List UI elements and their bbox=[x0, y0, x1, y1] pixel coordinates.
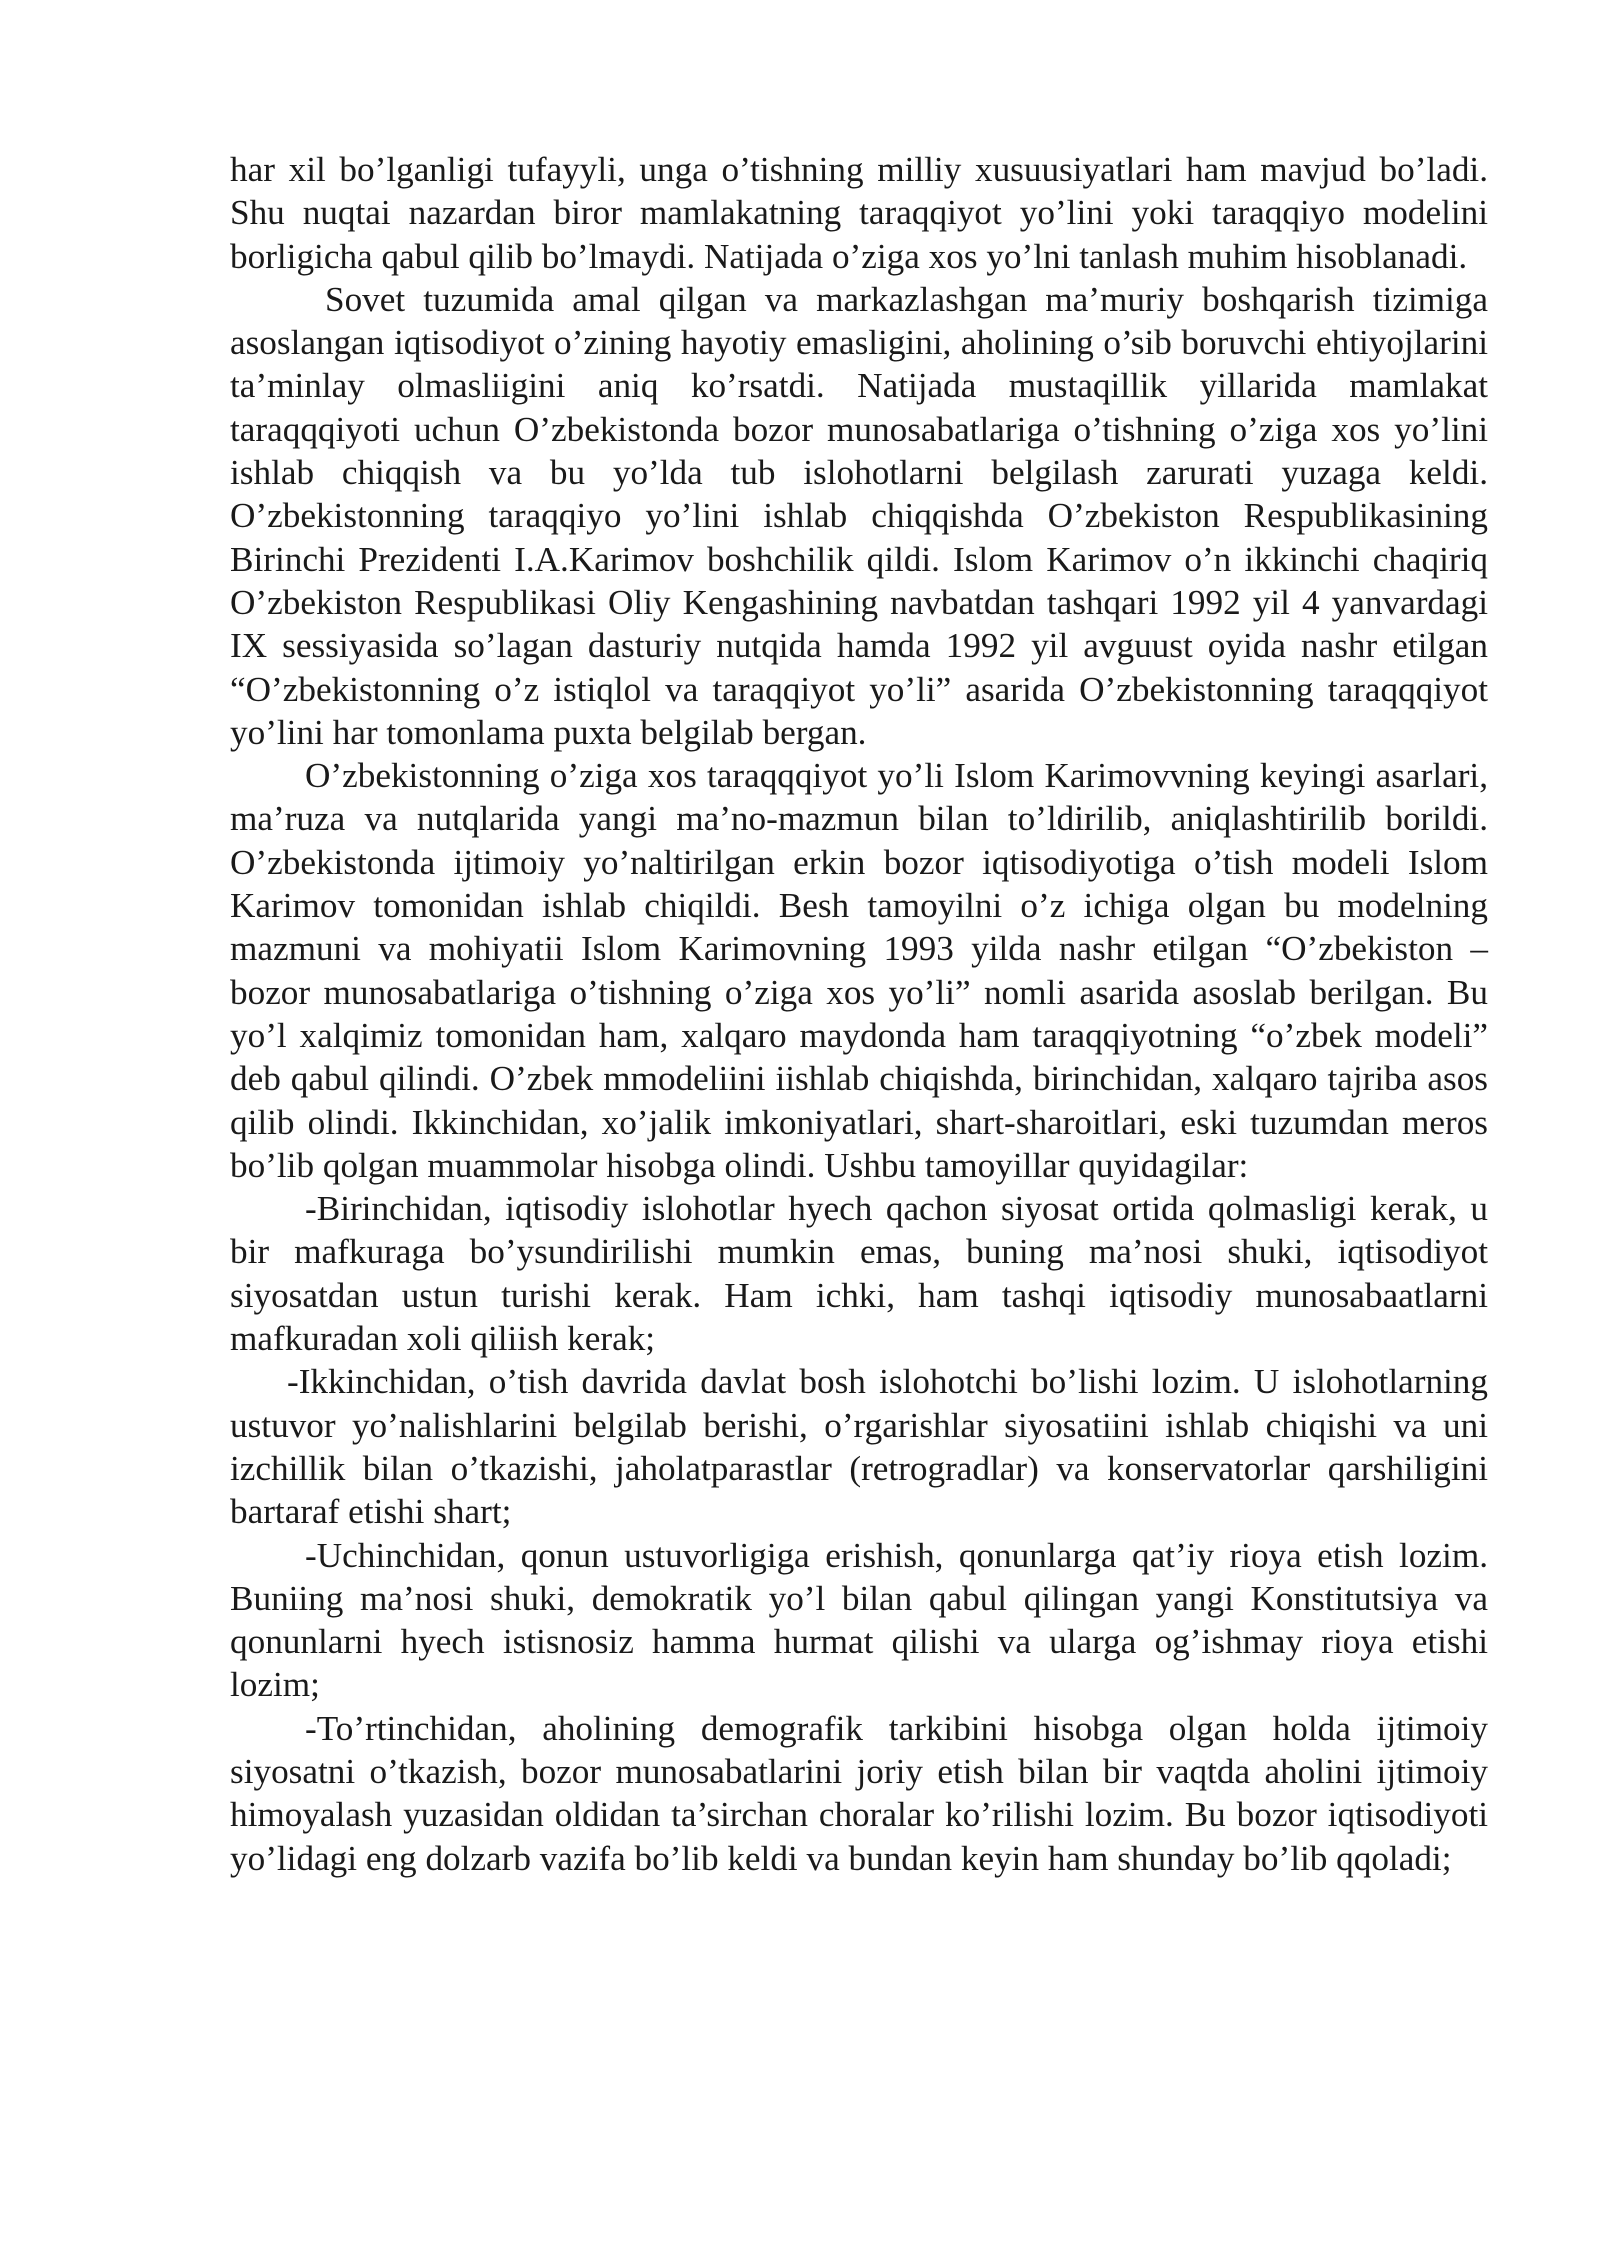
paragraph-principle-1: -Birinchidan, iqtisodiy islohotlar hyech qachon siyosat ortida qolmasligi kerak, u bir mafkuraga bo’ysundirilishi mumkin emas, buning ma’nosi shuki, iqtisodiyot siyosatdan ustun turishi kerak. Ham ichki, ham tashqi iqtisodiy munosabaatlarni mafkuradan xoli qiliish kerak; bbox=[230, 1189, 1488, 1359]
paragraph-principle-4: -To’rtinchidan, aholining demografik tarkibini hisobga olgan holda ijtimoiy siyosatni o’tkazish, bozor munosabatlarini joriy etish bilan bir vaqtda aholini ijtimoiy himoyalash yuzasidan oldidan ta’sirchan choralar ko’rilishi lozim. Bu bozor iqtisodiyoti yo’lidagi eng dolzarb vazifa bo’lib keldi va bundan keyin ham shunday bo’lib qqoladi; bbox=[230, 1708, 1488, 1878]
document-page bbox=[230, 148, 1488, 1880]
paragraph-1: har xil bo’lganligi tufayyli, unga o’tishning milliy xusuusiyatlari ham mavjud bo’ladi. Shu nuqtai nazardan biror mamlakatning taraqqiyot yo’lini yoki taraqqiyo modelini borligicha qabul qilib bo’lmaydi. Natijada o’ziga xos yo’lni tanlash muhim hisoblanadi. bbox=[230, 150, 1488, 276]
paragraph-principle-3: -Uchinchidan, qonun ustuvorligiga erishish, qonunlarga qat’iy rioya etish lozim. Buniing ma’nosi shuki, demokratik yo’l bilan qabul qilingan yangi Konstitutsiya va qonunlarni hyech istisnosiz hamma hurmat qilishi va ularga og’ishmay rioya etishi lozim; bbox=[230, 1535, 1488, 1705]
paragraph-3: O’zbekistonning o’ziga xos taraqqqiyot yo’li Islom Karimovvning keyingi asarlari, ma’ruza va nutqlarida yangi ma’no-mazmun bilan to’ldirilib, aniqlashtirilib borildi. O’zbekistonda ijtimoiy yo’naltirilgan erkin bozor iqtisodiyotiga o’tish modeli Islom Karimov tomonidan ishlab chiqildi. Besh tamoyilni o’z ichiga olgan bu modelning mazmuni va mohiyatii Islom Karimovning 1993 yilda nashr etilgan “O’zbekiston – bozor munosabatlariga o’tishning o’ziga xos yo’li” nomli asarida asoslab berilgan. Bu yo’l xalqimiz tomonidan ham, xalqaro maydonda ham taraqqiyotning “o’zbek modeli” deb qabul qilindi. O’zbek mmodeliini iishlab chiqishda, birinchidan, xalqaro tajriba asos qilib olindi. Ikkinchidan, xo’jalik imkoniyatlari, shart-sharoitlari, eski tuzumdan meros bo’lib qolgan muammolar hisobga olindi. Ushbu tamoyillar quyidagilar: bbox=[230, 756, 1488, 1185]
paragraph-principle-2: -Ikkinchidan, o’tish davrida davlat bosh islohotchi bo’lishi lozim. U islohotlarning ustuvor yo’nalishlarini belgilab berishi, o’rgarishlar siyosatiini ishlab chiqishi va uni izchillik bilan o’tkazishi, jaholatparastlar (retrogradlar) va konservatorlar qarshiligini bartaraf etishi shart; bbox=[230, 1362, 1488, 1532]
paragraph-2: Sovet tuzumida amal qilgan va markazlashgan ma’muriy boshqarish tizimiga asoslangan iqtisodiyot o’zining hayotiy emasligini, aholining o’sib boruvchi ehtiyojlarini ta’minlay olmasliigini aniq ko’rsatdi. Natijada mustaqillik yillarida mamlakat taraqqqiyoti uchun O’zbekistonda bozor munosabatlariga o’tishning o’ziga xos yo’lini ishlab chiqqish va bu yo’lda tub islohotlarni belgilash zarurati yuzaga keldi. O’zbekistonning taraqqiyo yo’lini ishlab chiqqishda O’zbekiston Respublikasining Birinchi Prezidenti I.A.Karimov boshchilik qildi. Islom Karimov o’n ikkinchi chaqiriq O’zbekiston Respublikasi Oliy Kengashining navbatdan tashqari 1992 yil 4 yanvardagi IX sessiyasida so’lagan dasturiy nutqida hamda 1992 yil avguust oyida nashr etilgan “O’zbekistonning o’z istiqlol va taraqqiyot yo’li” asarida O’zbekistonning taraqqqiyot yo’lini har tomonlama puxta belgilab bergan. bbox=[230, 279, 1488, 752]
